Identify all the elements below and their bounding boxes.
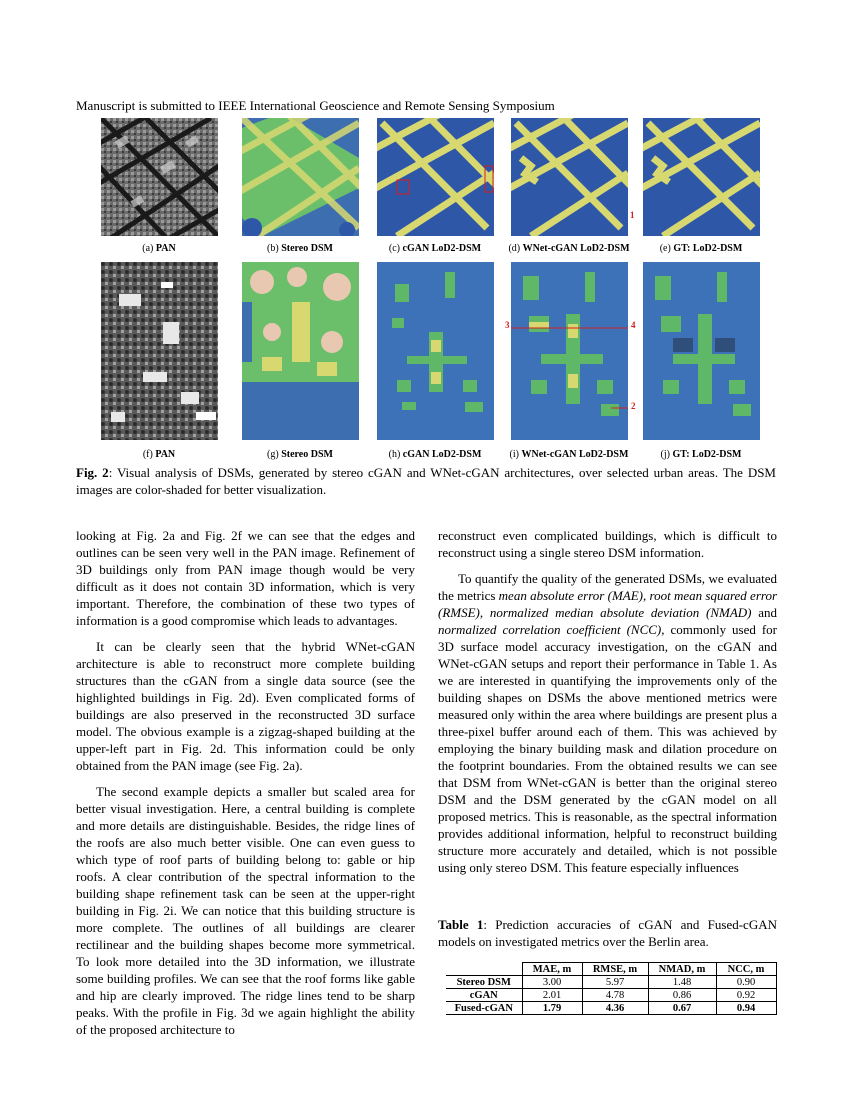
table-header-ncc: NCC, m [716, 963, 776, 976]
results-table [446, 962, 777, 1015]
table-cell: 0.94 [716, 1002, 776, 1015]
right-paragraph-2: To quantify the quality of the generated DSMs, we evaluated the metrics mean absolute error (MAE), root mean squared error (RMSE), normalized median absolute deviation (NMAD) and normalized correlation coefficient (NCC), commonly used for 3D surface model accuracy investigation, on the cGAN and WNet-cGAN setups and report their performance in Table 1. As we are interested in quantifying the improvements only of the building shapes on DSMs the above mentioned metrics were measured only within the area where buildings are present plus a three-pixel buffer around each of them. This was achieved by employing the binary building mask and dilation procedure on the footprint boundaries. From the obtained results we can see that DSM from WNet-cGAN is better than the original stereo DSM and the DSM generated by the cGAN model on all proposed metrics. This is reasonable, as the spectral information provides additional information, helpful to reconstruct building structure more accurately and detailed, which is not possible using only stereo DSM. This feature especially influences [438, 571, 778, 875]
table-cell: 0.86 [648, 989, 716, 1002]
table-caption-text: : Prediction accuracies of cGAN and Fused-cGAN models on investigated metrics over the Berlin area. [438, 917, 777, 949]
figure-caption-text: : Visual analysis of DSMs, generated by stereo cGAN and WNet-cGAN architectures, over selected urban areas. The DSM images are color-shaded for better visualization. [76, 465, 776, 497]
caption-j: (j) GT: LoD2-DSM [660, 449, 742, 460]
caption-f: (f) PAN [142, 449, 176, 460]
figure-row-2 [0, 262, 850, 440]
figure-row-1 [0, 118, 850, 236]
right-paragraph-1: reconstruct even complicated buildings, which is difficult to reconstruct using a single stereo DSM information. [438, 528, 777, 560]
panel-f-pan-image [101, 262, 218, 440]
figure-caption-label: Fig. 2 [76, 465, 109, 480]
marker-2: 2 [631, 401, 636, 411]
table-cell: 4.78 [582, 989, 648, 1002]
caption-g: (g) Stereo DSM [267, 449, 333, 460]
table-cell: 5.97 [582, 976, 648, 989]
table-cell: 1.79 [522, 1002, 582, 1015]
panel-e-gt-lod2-dsm [643, 118, 760, 236]
right-column [438, 527, 777, 885]
table-cell: 3.00 [522, 976, 582, 989]
panel-i-wnet-cgan-lod2-dsm [511, 262, 628, 440]
caption-d: (d) WNet-cGAN LoD2-DSM [508, 243, 630, 254]
panel-a-pan-image [101, 118, 218, 236]
caption-c: (c) cGAN LoD2-DSM [388, 243, 482, 254]
left-paragraph-3: The second example depicts a smaller but scaled area for better visual investigation. Here, a central building is complete and more details are distinguishable. Besides, the ridge lines of the roofs are also much better visible. One can even guess to which type of roof parts of building belong to: gable or hip roofs. A clear contribution of the spectral information to the building shape refinement task can be seen at the upper-right building in Fig. 2i. We can notice that this building structure is more complete. The outlines of all buildings are clearer rectilinear and the building shapes become more symmetrical. To look more detailed into the 3D information, we illustrate some building profiles. We can see that the roof forms like gable and hip are clearly improved. The ridge lines tend to be sharp peaks. With the profile in Fig. 3d we again highlight the ability of the proposed architecture to [76, 784, 415, 1037]
table-cell: 0.92 [716, 989, 776, 1002]
panel-b-stereo-dsm [242, 118, 359, 236]
table-cell: 0.67 [648, 1002, 716, 1015]
caption-a: (a) PAN [142, 243, 176, 254]
table-row [446, 976, 776, 989]
row-label: cGAN [446, 989, 522, 1002]
row-label: Fused-cGAN [446, 1002, 522, 1015]
table-cell: 0.90 [716, 976, 776, 989]
caption-i: (i) WNet-cGAN LoD2-DSM [509, 449, 629, 460]
caption-h: (h) cGAN LoD2-DSM [388, 449, 482, 460]
marker-3: 3 [505, 320, 510, 330]
marker-1: 1 [630, 210, 635, 220]
row-label: Stereo DSM [446, 976, 522, 989]
left-paragraph-2: It can be clearly seen that the hybrid WNet-cGAN architecture is able to reconstruct more complete building structures than the cGAN from a single data source (see the highlighted buildings in Fig. 2d). Even complicated forms of buildings are also preserved in the reconstructed 3D surface model. The obvious example is a zigzag-shaped building at the upper-left part in Fig. 2d. This information could be only obtained from the PAN image (see Fig. 2a). [76, 639, 415, 773]
table-header-rmse: RMSE, m [582, 963, 648, 976]
panel-g-stereo-dsm [242, 262, 359, 440]
table-caption [438, 916, 777, 950]
panel-c-cgan-lod2-dsm [377, 118, 494, 236]
figure-caption [76, 464, 776, 498]
table-cell: 4.36 [582, 1002, 648, 1015]
table-cell: 2.01 [522, 989, 582, 1002]
marker-4: 4 [631, 320, 636, 330]
table-corner-cell [446, 963, 522, 976]
table-row [446, 989, 776, 1002]
table-caption-label: Table 1 [438, 917, 484, 932]
panel-d-wnet-cgan-lod2-dsm [511, 118, 628, 236]
left-column [76, 527, 415, 1047]
panel-j-gt-lod2-dsm [643, 262, 760, 440]
caption-e: (e) GT: LoD2-DSM [659, 243, 743, 254]
table-row [446, 1002, 776, 1015]
manuscript-header: Manuscript is submitted to IEEE International Geoscience and Remote Sensing Symposium [76, 98, 555, 113]
table-header-mae: MAE, m [522, 963, 582, 976]
left-paragraph-1: looking at Fig. 2a and Fig. 2f we can see that the edges and outlines can be seen very well in the PAN image. Refinement of 3D buildings only from PAN image though would be very difficult as it does not contain 3D information, which is very important. Therefore, the combination of these two types of information is a good compromise which leads to advantages. [76, 528, 415, 628]
panel-h-cgan-lod2-dsm [377, 262, 494, 440]
table-header-nmad: NMAD, m [648, 963, 716, 976]
table-header-row [446, 963, 776, 976]
caption-b: (b) Stereo DSM [267, 243, 333, 254]
table-cell: 1.48 [648, 976, 716, 989]
